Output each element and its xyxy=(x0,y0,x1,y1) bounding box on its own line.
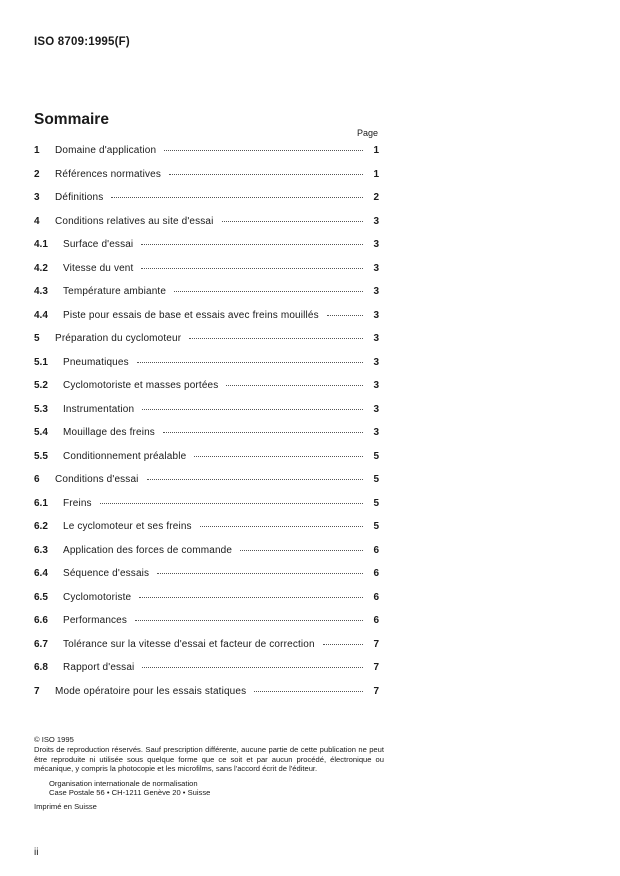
toc-entry[interactable] xyxy=(34,192,379,208)
toc-entry[interactable] xyxy=(34,451,379,467)
toc-entry-number: 3 xyxy=(34,192,40,203)
toc-entry[interactable] xyxy=(34,615,379,631)
toc-entry-number: 6.2 xyxy=(34,521,48,532)
toc-entry-page: 3 xyxy=(373,427,379,438)
toc-entry-label: Performances xyxy=(63,615,128,626)
toc-entry[interactable] xyxy=(34,357,379,373)
toc-leader-dots xyxy=(169,173,363,175)
toc-leader-dots xyxy=(157,572,363,574)
toc-entry-page: 6 xyxy=(373,615,379,626)
toc-leader-dots xyxy=(147,478,363,480)
rights-notice: Droits de reproduction réservés. Sauf prescription différente, aucune partie de cette publication ne peut être reproduite ni utilisée sous quelque forme que ce soit et par aucun procédé, électronique ou mécanique, y compris la photocopie et les microfilms, sans l'accord écrit de l'éditeur. xyxy=(34,745,384,774)
toc-entry-label: Tolérance sur la vitesse d'essai et facteur de correction xyxy=(63,638,315,650)
toc-entry-label: Préparation du cyclomoteur xyxy=(55,333,182,344)
toc-entry[interactable] xyxy=(34,474,379,490)
toc-entry-number: 1 xyxy=(34,145,40,156)
toc-entry[interactable] xyxy=(34,145,379,161)
toc-leader-dots xyxy=(194,455,363,457)
toc-entry-page: 5 xyxy=(373,474,379,485)
toc-entry-page: 3 xyxy=(373,262,379,274)
toc-entry-page: 5 xyxy=(373,450,379,462)
toc-entry-label: Piste pour essais de base et essais avec freins mouillés xyxy=(63,309,319,321)
toc-entry-label: Cyclomotoriste et masses portées xyxy=(63,380,219,391)
toc-entry[interactable] xyxy=(34,263,379,279)
toc-entry-page: 6 xyxy=(373,568,379,579)
toc-entry[interactable] xyxy=(34,216,379,232)
toc-entry-page: 2 xyxy=(373,192,379,203)
toc-leader-dots xyxy=(164,149,363,151)
toc-leader-dots xyxy=(142,666,363,668)
toc-entry[interactable] xyxy=(34,521,379,537)
printed-notice: Imprimé en Suisse xyxy=(34,802,97,812)
toc-entry-page: 3 xyxy=(373,309,379,321)
toc-entry-number: 2 xyxy=(34,168,40,180)
toc-leader-dots xyxy=(137,361,363,363)
toc-entry-page: 1 xyxy=(373,145,379,156)
toc-leader-dots xyxy=(141,267,363,269)
toc-entry[interactable] xyxy=(34,545,379,561)
toc-entry-label: Le cyclomoteur et ses freins xyxy=(63,521,192,532)
toc-entry-page: 3 xyxy=(373,403,379,415)
toc-entry-number: 6.5 xyxy=(34,591,48,603)
toc-entry-label: Rapport d'essai xyxy=(63,662,135,673)
toc-entry-label: Conditionnement préalable xyxy=(63,450,187,462)
toc-entry-label: Vitesse du vent xyxy=(63,262,134,274)
toc-entry-number: 5.3 xyxy=(34,403,48,415)
toc-entry-label: Application des forces de commande xyxy=(63,544,233,556)
toc-entry-label: Température ambiante xyxy=(63,286,167,297)
toc-entry-label: Pneumatiques xyxy=(63,356,129,368)
toc-leader-dots xyxy=(100,502,363,504)
toc-entry-number: 5 xyxy=(34,333,40,344)
toc-leader-dots xyxy=(189,337,363,339)
toc-entry-number: 4.1 xyxy=(34,239,48,250)
toc-leader-dots xyxy=(174,290,363,292)
footer xyxy=(34,735,384,812)
toc-entry-number: 6.1 xyxy=(34,497,48,509)
toc-entry-number: 5.1 xyxy=(34,356,48,368)
toc-leader-dots xyxy=(135,619,363,621)
toc-entry-number: 5.5 xyxy=(34,450,48,462)
toc-entry-number: 4.3 xyxy=(34,286,48,297)
toc-entry-number: 6.6 xyxy=(34,615,48,626)
toc-leader-dots xyxy=(226,384,363,386)
toc-entry-page: 7 xyxy=(373,638,379,650)
toc-entry-number: 4 xyxy=(34,215,40,227)
toc-entry-label: Séquence d'essais xyxy=(63,568,150,579)
toc-leader-dots xyxy=(142,408,363,410)
toc-entry-page: 3 xyxy=(373,215,379,227)
toc-entry[interactable] xyxy=(34,286,379,302)
organization-block xyxy=(49,779,384,798)
page-title: Sommaire xyxy=(34,111,109,128)
toc-entry-number: 5.2 xyxy=(34,380,48,391)
toc-leader-dots xyxy=(163,431,363,433)
toc-entry-label: Conditions d'essai xyxy=(55,474,139,485)
document-id: ISO 8709:1995(F) xyxy=(34,36,130,48)
toc-leader-dots xyxy=(240,549,363,551)
toc-entry-label: Cyclomotoriste xyxy=(63,591,132,603)
toc-leader-dots xyxy=(200,525,363,527)
page-number: ii xyxy=(34,847,39,858)
toc-entry[interactable] xyxy=(34,662,379,678)
toc-entry[interactable] xyxy=(34,333,379,349)
toc-entry-label: Définitions xyxy=(55,192,104,203)
toc-leader-dots xyxy=(254,690,363,692)
toc-entry-page: 6 xyxy=(373,544,379,556)
toc-entry-label: Surface d'essai xyxy=(63,239,134,250)
toc-entry-number: 6.3 xyxy=(34,544,48,556)
toc-entry-number: 5.4 xyxy=(34,427,48,438)
toc-entry-number: 4.4 xyxy=(34,309,48,321)
toc-entry-label: Mouillage des freins xyxy=(63,427,155,438)
toc-leader-dots xyxy=(222,220,363,222)
toc-entry-label: Instrumentation xyxy=(63,403,135,415)
toc-leader-dots xyxy=(323,643,363,645)
toc-entry-page: 3 xyxy=(373,356,379,368)
toc-entry-number: 6.4 xyxy=(34,568,48,579)
toc-entry-page: 3 xyxy=(373,380,379,391)
toc-entry[interactable] xyxy=(34,239,379,255)
toc-entry[interactable] xyxy=(34,639,379,655)
toc-entry[interactable] xyxy=(34,568,379,584)
toc-leader-dots xyxy=(139,596,363,598)
toc-entry[interactable] xyxy=(34,592,379,608)
organization-name: Organisation internationale de normalisation xyxy=(49,778,198,788)
toc-entry-label: Freins xyxy=(63,497,92,509)
toc-leader-dots xyxy=(111,196,363,198)
toc-entry-number: 7 xyxy=(34,685,40,697)
toc-entry-page: 5 xyxy=(373,497,379,509)
toc-entry-number: 6.8 xyxy=(34,662,48,673)
toc-entry-page: 1 xyxy=(373,168,379,180)
toc-entry[interactable] xyxy=(34,380,379,396)
toc-entry[interactable] xyxy=(34,169,379,185)
copyright-notice: © ISO 1995 xyxy=(34,735,74,744)
toc-entry-page: 3 xyxy=(373,333,379,344)
toc-leader-dots xyxy=(141,243,363,245)
toc-entry-page: 7 xyxy=(373,685,379,697)
toc-entry[interactable] xyxy=(34,310,379,326)
toc-entry-number: 6.7 xyxy=(34,638,48,650)
toc-entry[interactable] xyxy=(34,686,379,702)
toc-entry[interactable] xyxy=(34,498,379,514)
toc-entry-page: 5 xyxy=(373,521,379,532)
toc-entry[interactable] xyxy=(34,427,379,443)
toc-entry-label: Mode opératoire pour les essais statiques xyxy=(55,685,247,697)
organization-address: Case Postale 56 • CH-1211 Genève 20 • Suisse xyxy=(49,788,211,798)
toc-entry-page: 7 xyxy=(373,662,379,673)
toc-entry-page: 3 xyxy=(373,286,379,297)
toc-entry[interactable] xyxy=(34,404,379,420)
toc-entry-label: Conditions relatives au site d'essai xyxy=(55,215,214,227)
toc-leader-dots xyxy=(327,314,363,316)
page-column-heading: Page xyxy=(357,128,379,138)
toc-entry-label: Domaine d'application xyxy=(55,145,157,156)
toc-entry-page: 3 xyxy=(373,239,379,250)
toc-entry-number: 6 xyxy=(34,474,40,485)
toc-entry-page: 6 xyxy=(373,591,379,603)
toc-entry-number: 4.2 xyxy=(34,262,48,274)
toc-entry-label: Références normatives xyxy=(55,168,161,180)
